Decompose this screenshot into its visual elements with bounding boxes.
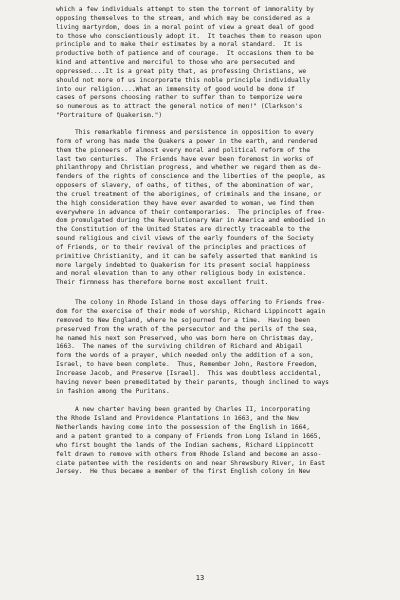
text-line: philanthropy and Christian progress, and whether we regard them as de- <box>56 164 322 172</box>
text-line: fenders of the rights of conscience and the liberties of the people, as <box>56 173 326 181</box>
paragraph-quaker-firmness <box>56 129 360 288</box>
text-line: the Rhode Island and Providence Plantations in 1663, and the New <box>56 415 299 423</box>
text-line: cases of persons choosing rather to suffer than to temporize were <box>56 94 303 102</box>
text-line: removed to New England, where he sojourned for a time. Having been <box>56 316 311 324</box>
text-line: form of wrong has made the Quakers a power in the earth, and rendered <box>56 137 318 145</box>
paragraph-new-charter <box>56 406 360 477</box>
text-line: opposing themselves to the stream, and which may be considered as a <box>56 14 311 22</box>
text-line: should not more of us incorporate this noble principle individually <box>56 76 311 84</box>
text-line: Jersey. He thus became a member of the first English colony in New <box>56 468 311 476</box>
text-line: having never been premeditated by their parents, though inclined to ways <box>56 378 329 386</box>
text-line: preserved from the wrath of the persecutor and the perils of the sea, <box>56 325 318 333</box>
text-line: 1663. The names of the surviving children of Richard and Abigail <box>56 343 303 351</box>
text-line: into our religion....What an immensity of good would be done if <box>56 85 295 93</box>
text-line: Netherlands having come into the possession of the English in 1664, <box>56 424 311 432</box>
text-line: which a few individuals attempt to stem the torrent of immorality by <box>56 6 314 13</box>
text-line: This remarkable firmness and persistence in opposition to every <box>56 128 314 136</box>
text-line: he named his next son Preserved, who was born here on Christmas day, <box>56 334 314 342</box>
text-line: the high consideration they have ever awarded to woman, we find them <box>56 199 314 207</box>
text-line: everywhere in advance of their contemporaries. The principles of free- <box>56 208 326 216</box>
text-line: of Friends, or to their revival of the principles and practices of <box>56 243 307 251</box>
text-line: principle and to make their estimates by a moral standard. It is <box>56 41 303 49</box>
text-line: ciate patentee with the residents on and near Shrewsbury River, in East <box>56 459 326 467</box>
text-line: primitive Christianity, and it can be safely asserted that mankind is <box>56 252 318 260</box>
text-line: dom for the exercise of their mode of worship, Richard Lippincott again <box>56 308 326 315</box>
text-line: more largely indebted to Quakerism for its present social happiness <box>56 261 311 269</box>
text-line: Israel, to have been complete. Thus, Remember John, Restore Freedom, <box>56 361 318 369</box>
text-line: kind and attentive and merciful to those who are persecuted and <box>56 59 295 67</box>
text-line: "Portraiture of Quakerism.") <box>56 112 163 120</box>
text-line: them the pioneers of almost every moral and political reform of the <box>56 146 311 154</box>
text-line: felt drawn to remove with others from Rhode Island and become an asso- <box>56 450 322 458</box>
page-number: 13 <box>195 574 205 582</box>
text-line: productive both of patience and of courage. It occasions them to be <box>56 50 314 58</box>
text-line: last two centuries. The Friends have ever been foremost in works of <box>56 155 314 163</box>
text-line: who first bought the lands of the Indian sachems, Richard Lippincott <box>56 441 314 449</box>
text-line: and a patent granted to a company of Friends from Long Island in 1665, <box>56 432 322 440</box>
text-line: form the words of a prayer, which needed only the addition of a son, <box>56 352 314 360</box>
text-line: living martyrdom, does in a moral point of view a great deal of good <box>56 23 314 31</box>
text-line: A new charter having been granted by Charles II, incorporating <box>56 406 311 414</box>
text-line: oppressed....It is a great pity that, as professing Christians, we <box>56 67 307 75</box>
paragraph-rhode-island-colony <box>56 299 360 396</box>
text-line: the Constitution of the United States are directly traceable to the <box>56 226 311 234</box>
text-line: to those who conscientiously adopt it. It teaches them to reason upon <box>56 32 322 40</box>
text-line: Increase Jacob, and Preserve [Israel]. This was doubtless accidental, <box>56 369 322 377</box>
text-line: the cruel treatment of the aborigines, of criminals and the insane, or <box>56 190 322 198</box>
text-line: and moral elevation than to any other religious body in existence. <box>56 270 307 278</box>
text-line: opposers of slavery, of oaths, of tithes, of the abomination of war, <box>56 182 314 190</box>
paragraph-quotation <box>56 6 360 121</box>
text-line: sound religious and civil views of the early founders of the Society <box>56 235 314 243</box>
text-line: The colony in Rhode Island in those days offering to Friends free- <box>56 299 326 307</box>
text-line: in fashion among the Puritans. <box>56 387 170 395</box>
text-line: dom promulgated during the Revolutionary War in America and embodied in <box>56 217 326 225</box>
text-line: Their firmness has therefore borne most excellent fruit. <box>56 279 269 287</box>
text-line: so numerous as to attract the general notice of men!" (Clarkson's <box>56 103 303 111</box>
